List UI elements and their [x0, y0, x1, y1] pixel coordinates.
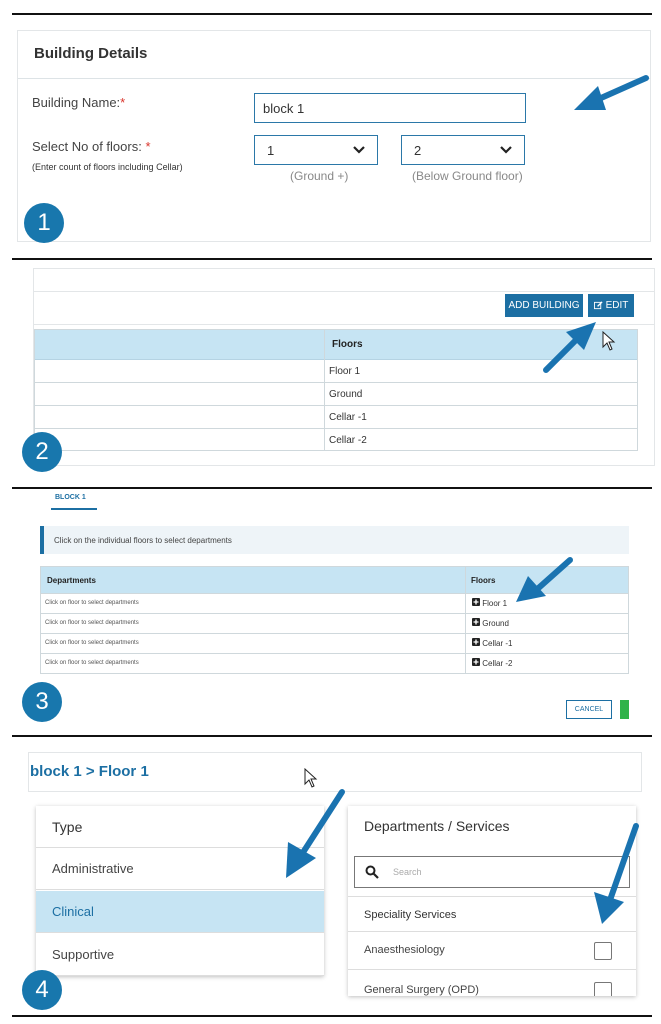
cancel-button[interactable]: CANCEL — [566, 700, 612, 719]
building-name-label-text: Building Name: — [32, 95, 121, 110]
plus-square-icon — [472, 598, 480, 606]
floor-label: Cellar -2 — [482, 659, 513, 668]
department-cell: Click on floor to select departments — [45, 620, 139, 626]
tab-underline — [51, 508, 97, 510]
chevron-down-icon — [353, 146, 365, 154]
table-row[interactable] — [41, 653, 628, 673]
pointer-arrow-icon — [590, 820, 642, 928]
save-button[interactable] — [620, 700, 629, 719]
service-label: Anaesthesiology — [364, 944, 445, 956]
department-cell: Click on floor to select departments — [45, 600, 139, 606]
edit-button[interactable] — [588, 294, 634, 317]
chevron-down-icon — [500, 146, 512, 154]
add-building-button[interactable]: ADD BUILDING — [505, 294, 583, 317]
step-badge: 1 — [24, 203, 64, 243]
building-name-label — [32, 95, 125, 110]
panel-title: Building Details — [18, 31, 650, 79]
separator-line — [12, 487, 652, 489]
table-row[interactable] — [35, 383, 637, 406]
floors-header: Floors — [332, 339, 363, 350]
table-row[interactable] — [35, 429, 637, 451]
separator-line — [12, 735, 652, 737]
pointer-arrow-icon — [540, 318, 600, 376]
required-mark: * — [120, 95, 126, 110]
step-badge: 4 — [22, 970, 62, 1010]
breadcrumb[interactable]: block 1 > Floor 1 — [30, 763, 149, 780]
floor-cell: Floor 1 — [329, 366, 361, 377]
floor-cell[interactable] — [472, 638, 512, 648]
below-ground-caption: (Below Ground floor) — [412, 169, 523, 183]
step-badge: 2 — [22, 432, 62, 472]
floors-header: Floors — [471, 576, 496, 585]
table-row[interactable] — [41, 613, 628, 633]
floors-hint: (Enter count of floors including Cellar) — [32, 162, 183, 172]
type-item-administrative[interactable]: Administrative — [36, 848, 324, 890]
list-item[interactable] — [348, 970, 636, 996]
floor-label: Cellar -1 — [482, 639, 513, 648]
service-checkbox[interactable] — [594, 982, 612, 996]
plus-square-icon — [472, 658, 480, 666]
plus-square-icon — [472, 618, 480, 626]
below-ground-select[interactable] — [401, 135, 525, 165]
pointer-arrow-icon — [570, 72, 650, 118]
section-label: Speciality Services — [348, 896, 636, 932]
floor-cell[interactable] — [472, 618, 509, 628]
table-row[interactable] — [41, 633, 628, 653]
separator-line — [12, 258, 652, 260]
floor-cell[interactable] — [472, 598, 507, 608]
edit-button-label: EDIT — [605, 300, 629, 311]
department-cell: Click on floor to select departments — [45, 660, 139, 666]
floor-cell: Ground — [329, 389, 363, 400]
search-icon — [365, 865, 379, 879]
service-label: General Surgery (OPD) — [364, 984, 479, 996]
departments-header: Departments / Services — [364, 818, 510, 834]
required-mark: * — [145, 139, 151, 154]
pointer-arrow-icon — [276, 786, 350, 882]
ground-floors-select[interactable] — [254, 135, 378, 165]
pointer-arrow-icon — [512, 556, 574, 606]
search-placeholder: Search — [393, 867, 422, 877]
below-ground-value: 2 — [414, 142, 422, 158]
search-input[interactable] — [354, 856, 630, 888]
table-row[interactable] — [35, 406, 637, 429]
department-cell: Click on floor to select departments — [45, 640, 139, 646]
separator-line — [12, 13, 652, 15]
building-details-panel — [17, 30, 651, 242]
ground-floors-value: 1 — [267, 142, 275, 158]
mouse-cursor-icon — [304, 768, 318, 788]
ground-caption: (Ground +) — [290, 169, 349, 183]
separator-line — [12, 1015, 652, 1017]
floor-cell[interactable] — [472, 658, 512, 668]
type-header: Type — [36, 806, 324, 848]
floor-label: Ground — [482, 619, 509, 628]
floor-label: Floor 1 — [482, 599, 508, 608]
edit-icon — [594, 301, 603, 310]
tab-block-1[interactable]: BLOCK 1 — [55, 494, 86, 501]
departments-header: Departments — [47, 576, 96, 585]
mouse-cursor-icon — [602, 331, 616, 351]
floors-label-text: Select No of floors: — [32, 139, 142, 154]
type-item-supportive[interactable]: Supportive — [36, 934, 324, 976]
service-checkbox[interactable] — [594, 942, 612, 960]
step-badge: 3 — [22, 682, 62, 722]
plus-square-icon — [472, 638, 480, 646]
info-banner: Click on the individual floors to select departments — [40, 526, 629, 554]
list-item[interactable] — [348, 932, 636, 970]
floor-cell: Cellar -2 — [329, 435, 367, 446]
floor-cell: Cellar -1 — [329, 412, 367, 423]
type-item-clinical[interactable]: Clinical — [36, 891, 324, 933]
building-name-input[interactable]: block 1 — [254, 93, 526, 123]
floors-label — [32, 139, 151, 154]
